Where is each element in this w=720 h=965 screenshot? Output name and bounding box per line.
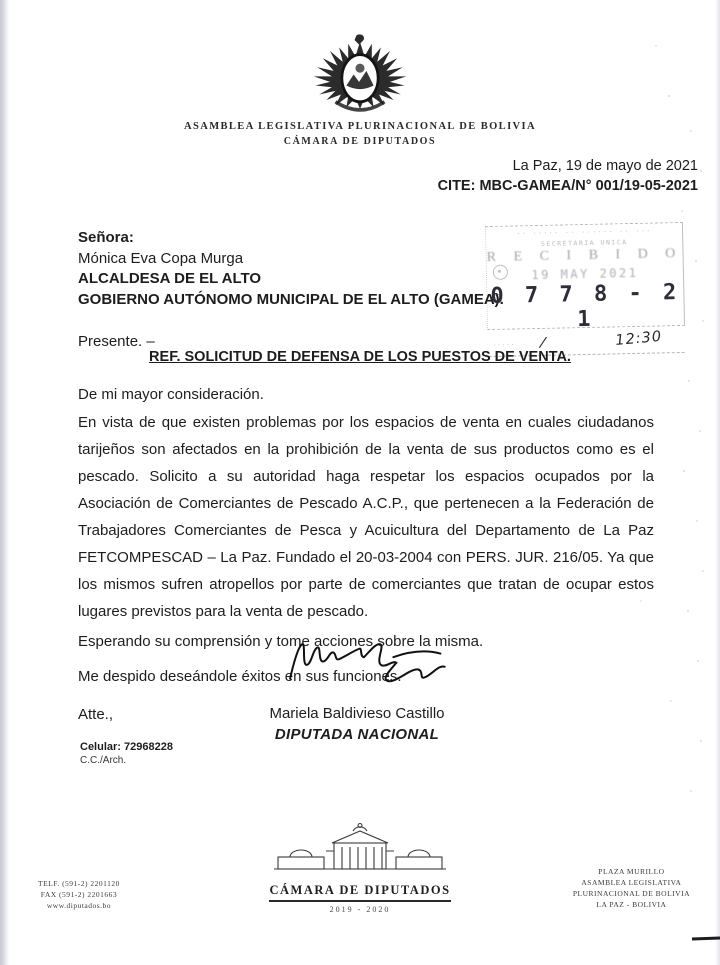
stamp-received-label: R E C I B I D O bbox=[486, 245, 683, 266]
footer-website: www.diputados.bo bbox=[46, 901, 112, 910]
place-and-date: La Paz, 19 de mayo de 2021 bbox=[512, 158, 698, 174]
org-name-line1: ASAMBLEA LEGISLATIVA PLURINACIONAL DE BOLIVIA bbox=[183, 121, 537, 132]
recipient-salutation: Señora: bbox=[78, 229, 134, 246]
handwritten-signature bbox=[281, 625, 453, 698]
stamp-faint-line2: SECRETARIA UNICA bbox=[540, 238, 628, 248]
recipient-title: ALCALDESA DE EL ALTO bbox=[78, 270, 262, 287]
org-name-line2: CÁMARA DE DIPUTADOS bbox=[283, 136, 437, 147]
footer-address-right bbox=[573, 866, 690, 910]
contact-block bbox=[80, 741, 173, 766]
signer-name: Mariela Baldivieso Castillo bbox=[269, 705, 445, 722]
legislative-palace-icon bbox=[265, 822, 455, 881]
footer-fax: FAX (591-2) 2201663 bbox=[40, 890, 118, 899]
greeting-line: De mi mayor consideración. bbox=[78, 386, 264, 403]
footer-phone: TELF. (591-2) 2201120 bbox=[38, 879, 120, 888]
reference-line: REF. SOLICITUD DE DEFENSA DE LOS PUESTOS DE VENTA. bbox=[149, 349, 571, 365]
stamp-number: 0 7 7 8 - 2 1 bbox=[490, 280, 681, 333]
stamp-firma-label: ····· bbox=[492, 341, 516, 349]
recipient-block bbox=[78, 228, 504, 353]
signer-title: DIPUTADA NACIONAL bbox=[274, 726, 440, 743]
footer-contact-left bbox=[38, 878, 120, 911]
cite-number: CITE: MBC-GAMEA/N° 001/19-05-2021 bbox=[437, 178, 698, 194]
cc-arch-line: C.C./Arch. bbox=[80, 755, 127, 766]
body-paragraph-hope: Esperando su comprensión y tome acciones sobre la misma. bbox=[78, 633, 484, 650]
closing-line: Atte., bbox=[78, 706, 114, 723]
footer-assembly: ASAMBLEA LEGISLATIVA bbox=[581, 878, 682, 887]
cellular-line: Celular: 72968228 bbox=[80, 741, 173, 753]
footer-logo-block bbox=[265, 822, 455, 914]
present-line: Presente. – bbox=[78, 333, 155, 350]
dateline-block bbox=[438, 158, 698, 194]
signer-block bbox=[0, 703, 714, 745]
recipient-name: Mónica Eva Copa Murga bbox=[78, 249, 244, 267]
footer-plurinational: PLURINACIONAL DE BOLIVIA bbox=[572, 889, 690, 898]
footer-city: LA PAZ - BOLIVIA bbox=[596, 900, 667, 909]
bolivia-coat-of-arms-icon bbox=[301, 34, 419, 131]
footer-plaza: PLAZA MURILLO bbox=[598, 867, 665, 876]
handwritten-mark: / bbox=[539, 334, 547, 352]
body-paragraph-farewell: Me despido deseándole éxitos en sus funciones. bbox=[78, 668, 402, 685]
body-paragraph-main: En vista de que existen problemas por los espacios de venta en cuales ciudadanos tarijeños son afectados en la prohibición de la venta de sus productos como es el pescado. Solicito a su autoridad haga respetar los espacios ocupados por la Asociación de Comerciantes de Pescado A.C.P., que pertenecen a la Federación de Trabajadores Comerciantes de Pesca y Acuicultura del Departamento de La Paz FETCOMPESCAD – La Paz. Fundado el 20-03-2004 con PERS. JUR. 216/05. Ya que los mismos sufren atropellos por parte de comerciantes que tratan de ocupar estos lugares previstos para la venta de pescado. bbox=[78, 414, 654, 620]
received-stamp bbox=[485, 222, 685, 352]
recipient-institution: GOBIERNO AUTÓNOMO MUNICIPAL DE EL ALTO (GAMEA). bbox=[78, 290, 504, 308]
stamp-date: 19 MAY 2021 bbox=[531, 265, 639, 283]
handwritten-time: 12:30 bbox=[614, 328, 663, 349]
footer-chamber-name: CÁMARA DE DIPUTADOS bbox=[269, 883, 450, 902]
footer-years: 2019 - 2020 bbox=[329, 905, 391, 914]
stamp-faint-line1: ·· ····· ·· ······ ·· ··· bbox=[516, 226, 652, 238]
scan-noise-speckles bbox=[0, 0, 2, 2]
